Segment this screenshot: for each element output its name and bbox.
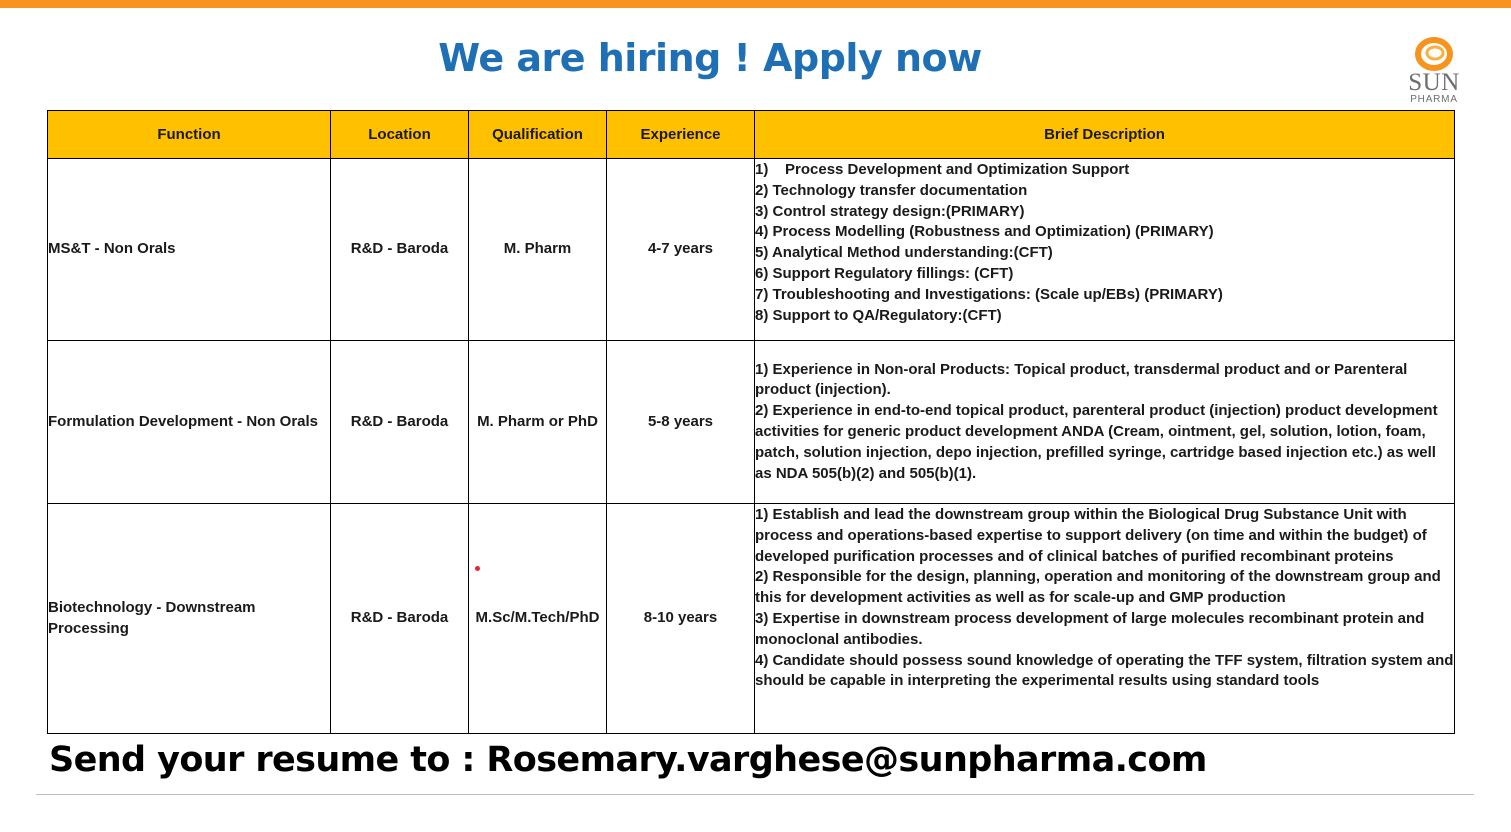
qualification-cell: M. Pharm [469,159,607,341]
column-header-experience: Experience [607,111,755,159]
column-header-description: Brief Description [755,111,1455,159]
function-cell: MS&T - Non Orals [48,159,331,341]
qualification-cell: M. Pharm or PhD [469,341,607,504]
description-line: 1) Process Development and Optimization Support [755,161,1130,178]
description-line: developed purification processes and of clinical batches of purified recombinant proteins [755,547,1394,565]
page-title: We are hiring ! Apply now [438,36,982,80]
logo-subtitle: PHARMA [1410,94,1458,105]
description-line: 1) Experience in Non-oral Products: Topical product, transdermal product and or Parenteral [755,360,1408,378]
red-dot-mark [475,566,480,571]
footer-divider [36,794,1474,795]
experience-cell: 8-10 years [607,504,755,734]
description-line: 4) Process Modelling (Robustness and Optimization) (PRIMARY) [755,223,1214,241]
table-row [48,504,1455,734]
description-line: 8) Support to QA/Regulatory:(CFT) [755,306,1002,324]
description-line: 5) Analytical Method understanding:(CFT) [755,244,1053,262]
function-cell: Formulation Development - Non Orals [48,341,331,504]
description-line: 3) Expertise in downstream process development of large molecules recombinant protein and [755,609,1425,627]
top-accent-bar [0,0,1511,8]
experience-cell: 5-8 years [607,341,755,504]
description-cell [755,341,1455,504]
column-header-location: Location [331,111,469,159]
description-line: activities for generic product development ANDA (Cream, ointment, gel, solution, lotion, foam, [755,423,1426,440]
sun-pharma-logo [1395,36,1473,110]
table-row [48,341,1455,504]
description-cell [755,159,1455,341]
function-cell: Biotechnology - Downstream Processing [48,504,331,734]
resume-email-footer[interactable]: Send your resume to : Rosemary.varghese@sunpharma.com [49,740,1207,780]
description-line: product (injection). [755,381,891,399]
table-row [48,159,1455,341]
description-line: 2) Technology transfer documentation [755,181,1028,199]
description-line: 6) Support Regulatory fillings: (CFT) [755,264,1014,282]
description-line: this for development activities as well as for scale-up and GMP production [755,589,1286,607]
description-line: 3) Control strategy design:(PRIMARY) [755,202,1025,220]
description-line: 2) Responsible for the design, planning, operation and monitoring of the downstream group and [755,568,1441,586]
description-line: process and operations-based expertise to support delivery (on time and within the budget) of [755,526,1427,544]
location-cell: R&D - Baroda [331,504,469,734]
column-header-function: Function [48,111,331,159]
description-line: as NDA 505(b)(2) and 505(b)(1). [755,464,977,482]
table-header-row [48,111,1455,159]
description-line: 4) Candidate should possess sound knowledge of operating the TFF system, filtration system and [755,651,1454,669]
description-line: 2) Experience in end-to-end topical product, parenteral product (injection) product development [755,402,1438,420]
location-cell: R&D - Baroda [331,341,469,504]
location-cell: R&D - Baroda [331,159,469,341]
qualification-cell: M.Sc/M.Tech/PhD [469,504,607,734]
description-line: 7) Troubleshooting and Investigations: (Scale up/EBs) (PRIMARY) [755,285,1223,303]
description-cell [755,504,1455,734]
description-line: monoclonal antibodies. [755,630,923,648]
description-line: should be capable in interpreting the experimental results using standard tools [755,672,1320,690]
experience-cell: 4-7 years [607,159,755,341]
description-line: 1) Establish and lead the downstream group within the Biological Drug Substance Unit with [755,506,1407,523]
description-line: patch, solution injection, depo injection, prefilled syringe, cartridge based injection etc.) as well [755,443,1436,461]
logo-wordmark: SUN [1408,69,1460,96]
column-header-qualification: Qualification [469,111,607,159]
job-openings-table [47,110,1455,734]
